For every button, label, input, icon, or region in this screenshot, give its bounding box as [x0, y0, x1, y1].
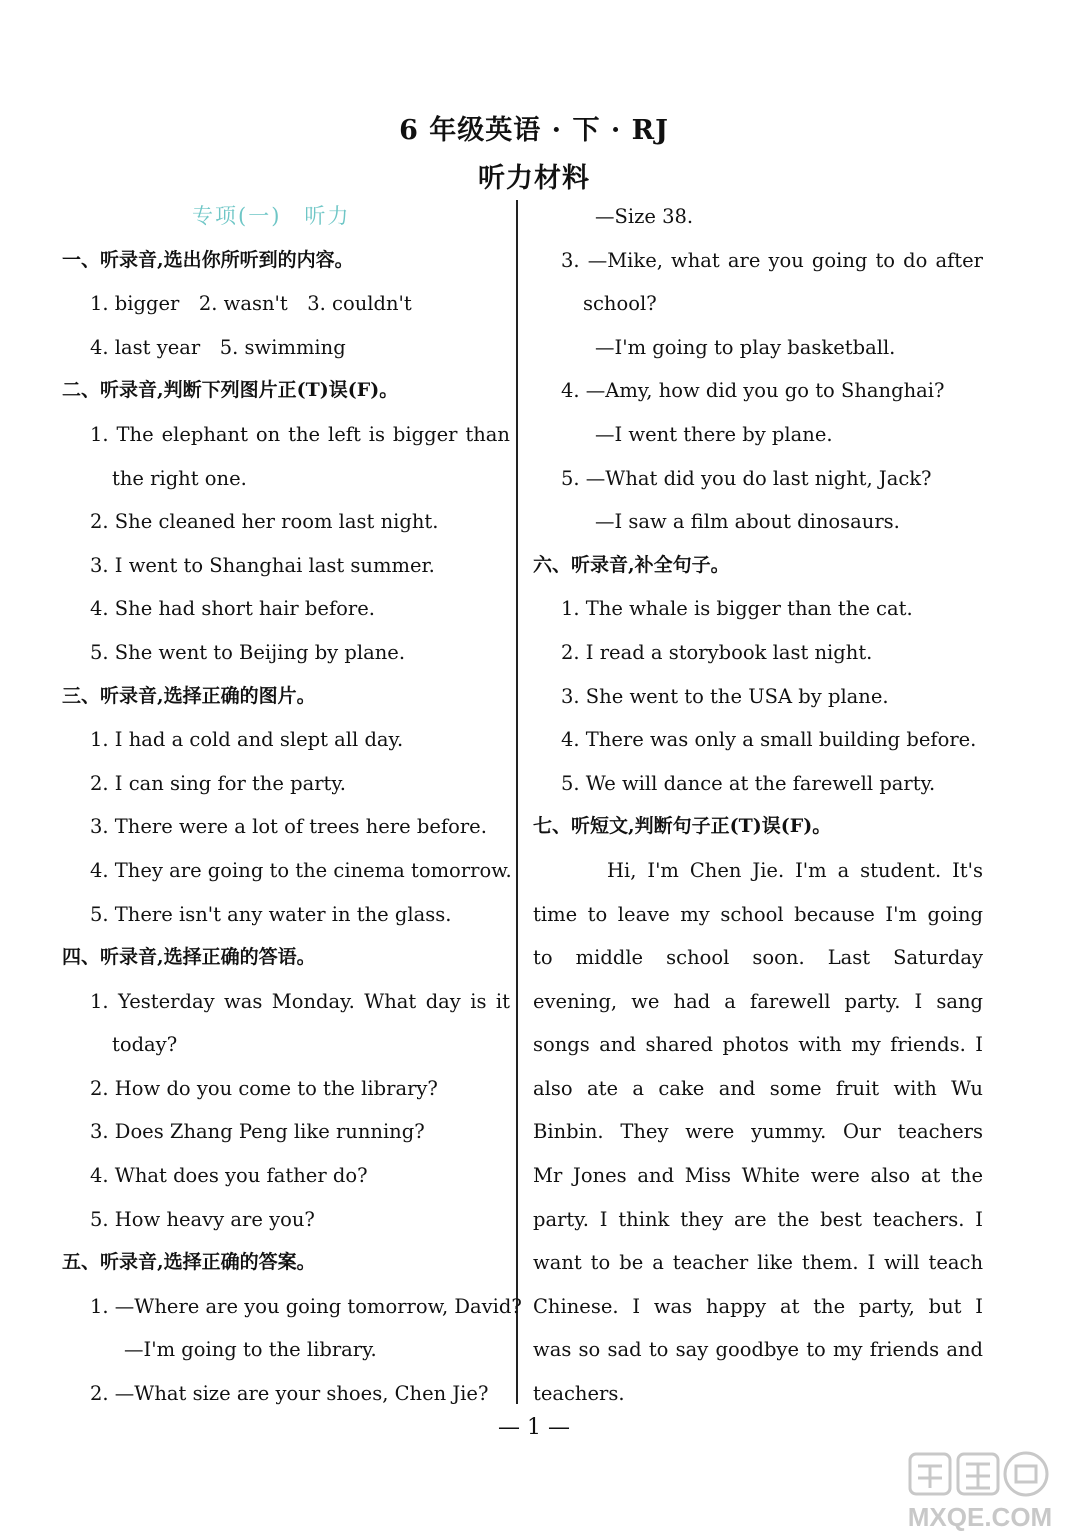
passage-line: evening, we had a farewell party. I sang [533, 989, 983, 1013]
right-column [533, 195, 983, 1416]
text-line: 3. She went to the USA by plane. [561, 684, 889, 708]
text-line: —Size 38. [595, 205, 694, 228]
text-line: 1. The whale is bigger than the cat. [561, 597, 913, 621]
text-line: 4. —Amy, how did you go to Shanghai? [561, 379, 945, 403]
passage-line: was so sad to say goodbye to my friends and [533, 1338, 983, 1362]
text-line: —I'm going to the library. [124, 1338, 377, 1362]
text-line: school? [583, 292, 657, 316]
text-line: 4. What does you father do? [90, 1164, 368, 1188]
text-line: 4. She had short hair before. [90, 597, 375, 621]
text-line: 2. How do you come to the library? [90, 1076, 438, 1100]
passage-line: time to leave my school because I'm going [533, 902, 983, 926]
text-line: 3. —Mike, what are you going to do after [561, 248, 983, 272]
passage-line: Hi, I'm Chen Jie. I'm a student. It's [607, 858, 983, 882]
text-line: 1. —Where are you going tomorrow, David? [90, 1294, 522, 1318]
text-line: 1. bigger 2. wasn't 3. couldn't [90, 292, 412, 316]
text-line: 4. They are going to the cinema tomorrow. [90, 858, 512, 882]
text-line: 2. She cleaned her room last night. [90, 510, 439, 534]
text-line: 5. We will dance at the farewell party. [561, 771, 936, 795]
text-line: 5. How heavy are you? [90, 1207, 315, 1231]
question-heading: 七、听短文,判断句子正(T)误(F)。 [533, 815, 832, 838]
passage-line: Chinese. I was happy at the party, but I [533, 1294, 983, 1318]
text-line: 1. I had a cold and slept all day. [90, 728, 404, 752]
text-line: 3. Does Zhang Peng like running? [90, 1120, 425, 1144]
passage-line: party. I think they are the best teachers. I [533, 1207, 983, 1231]
text-line: —I saw a film about dinosaurs. [595, 510, 900, 534]
page-title: 6 年级英语 · 下 · RJ [399, 115, 669, 146]
column-divider [516, 200, 518, 1404]
question-heading: 一、听录音,选出你所听到的内容。 [62, 248, 354, 271]
left-column [62, 195, 522, 1416]
watermark-site-text: MXQE.COM [907, 1502, 1053, 1532]
text-line: —I went there by plane. [595, 422, 833, 446]
section-header: 专项(一) 听力 [192, 204, 351, 228]
text-line: 3. I went to Shanghai last summer. [90, 553, 435, 577]
passage-line: want to be a teacher like them. I will teach [533, 1251, 983, 1275]
question-heading: 六、听录音,补全句子。 [533, 553, 730, 576]
passage-line: Binbin. They were yummy. Our teachers [533, 1120, 983, 1144]
passage-line: songs and shared photos with my friends. I [533, 1033, 983, 1057]
passage-line: Mr Jones and Miss White were also at the [533, 1164, 983, 1188]
text-line: 5. She went to Beijing by plane. [90, 640, 406, 664]
text-line: 1. The elephant on the left is bigger than [90, 422, 510, 446]
passage-line: also ate a cake and some fruit with Wu [533, 1076, 983, 1100]
text-line: 1. Yesterday was Monday. What day is it [90, 989, 510, 1013]
watermark-logo [900, 1448, 1060, 1534]
text-line: —I'm going to play basketball. [595, 335, 896, 359]
text-line: 5. —What did you do last night, Jack? [561, 466, 932, 490]
text-line: 4. last year 5. swimming [90, 335, 346, 359]
text-line: 2. I can sing for the party. [90, 771, 346, 795]
page-subtitle: 听力材料 [478, 163, 590, 194]
text-line: 4. There was only a small building before. [561, 728, 977, 752]
text-line: 2. I read a storybook last night. [561, 640, 873, 664]
question-heading: 四、听录音,选择正确的答语。 [62, 946, 316, 969]
question-heading: 五、听录音,选择正确的答案。 [62, 1251, 316, 1274]
passage-line: to middle school soon. Last Saturday [533, 946, 983, 970]
text-line: 5. There isn't any water in the glass. [90, 902, 452, 926]
question-heading: 三、听录音,选择正确的图片。 [62, 684, 316, 707]
text-line: the right one. [112, 466, 247, 490]
passage-line: teachers. [533, 1382, 625, 1406]
question-heading: 二、听录音,判断下列图片正(T)误(F)。 [62, 379, 399, 402]
page-number: — 1 — [498, 1415, 570, 1440]
text-line: today? [112, 1033, 178, 1057]
text-line: 2. —What size are your shoes, Chen Jie? [90, 1382, 489, 1406]
text-line: 3. There were a lot of trees here before. [90, 815, 487, 839]
